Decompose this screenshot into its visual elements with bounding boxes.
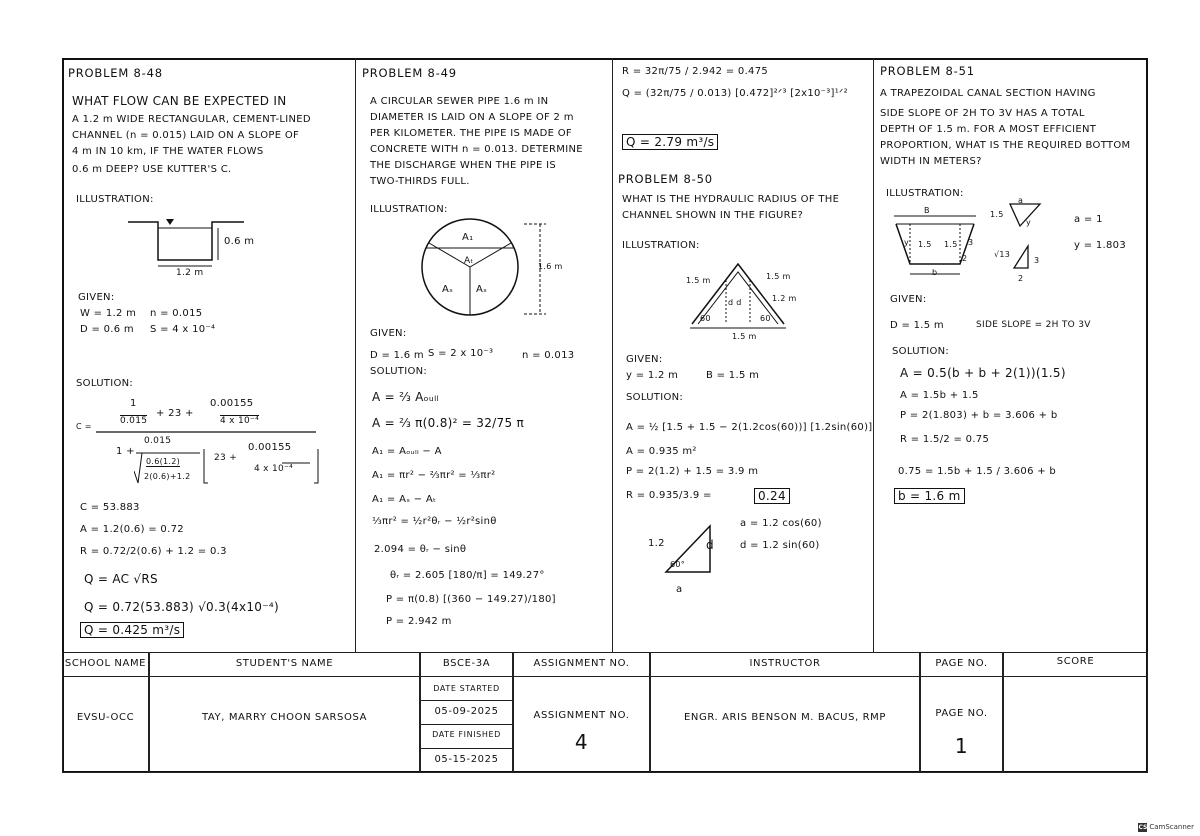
problem-8-49-title: PROBLEM 8-49 xyxy=(362,66,457,80)
length-label: 1.5 m xyxy=(766,272,791,281)
depth-label: d d xyxy=(728,298,742,307)
given-value: S = 4 x 10⁻⁴ xyxy=(150,324,216,335)
formula-text: 0.00155 xyxy=(210,398,254,409)
diameter-label: 1.6 m xyxy=(538,262,563,271)
given-label: GIVEN: xyxy=(78,292,115,303)
instructor-name: ENGR. ARIS BENSON M. BACUS, RMP xyxy=(683,712,887,723)
area-label: A₁ xyxy=(462,232,474,243)
solution-step: R = 0.72/2(0.6) + 1.2 = 0.3 xyxy=(80,546,227,557)
result-value: a = 1 xyxy=(1074,214,1103,225)
depth-label: 1.5 xyxy=(918,240,932,249)
solution-step: d = 1.2 sin(60) xyxy=(740,540,820,551)
formula-text: 0.015 xyxy=(144,436,172,446)
problem-8-50-title: PROBLEM 8-50 xyxy=(618,172,713,186)
depth-label: 0.6 m xyxy=(224,236,255,247)
bottom-width-label: b xyxy=(932,268,938,277)
given-value: D = 1.6 m xyxy=(370,350,424,361)
width-label: 1.2 m xyxy=(176,268,204,278)
problem-8-49-text: TWO-THIRDS FULL. xyxy=(370,176,470,187)
assignment-header: ASSIGNMENT NO. xyxy=(533,658,630,669)
angle-label: 60° xyxy=(670,560,686,569)
side-label: a xyxy=(1018,196,1024,205)
problem-8-51-text: SIDE SLOPE OF 2H TO 3V HAS A TOTAL xyxy=(880,108,1085,119)
solution-step: A = 0.5(b + b + 2(1))(1.5) xyxy=(900,366,1066,380)
problem-8-48-text: CHANNEL (n = 0.015) LAID ON A SLOPE OF xyxy=(72,130,300,141)
problem-8-48-title: PROBLEM 8-48 xyxy=(68,66,163,80)
given-value: S = 2 x 10⁻³ xyxy=(428,348,494,359)
solution-label: SOLUTION: xyxy=(892,346,950,357)
problem-8-48-text: 4 m IN 10 km, IF THE WATER FLOWS xyxy=(72,146,264,157)
given-value: n = 0.013 xyxy=(522,350,575,361)
illustration-label: ILLUSTRATION: xyxy=(886,188,964,199)
given-label: GIVEN: xyxy=(626,354,663,365)
solution-step: A = ⅔ π(0.8)² = 32/75 π xyxy=(372,416,525,430)
date-started: 05-09-2025 xyxy=(434,706,499,717)
solution-step: P = 2.942 m xyxy=(386,616,452,627)
solution-step: A = 0.935 m² xyxy=(626,446,697,457)
column-divider xyxy=(355,58,356,652)
formula-text: 4 x 10⁻⁴ xyxy=(254,464,293,474)
problem-8-48-text: A 1.2 m WIDE RECTANGULAR, CEMENT-LINED xyxy=(72,114,311,125)
solution-step: a = 1.2 cos(60) xyxy=(740,518,822,529)
formula-text: 4 x 10⁻⁴ xyxy=(220,416,259,426)
problem-8-49-text: CONCRETE WITH n = 0.013. DETERMINE xyxy=(370,144,583,155)
solution-step: Q = AC √RS xyxy=(84,572,158,586)
slope-label: 2 xyxy=(962,254,968,263)
top-width-label: B xyxy=(924,206,930,215)
page-number: 1 xyxy=(954,734,969,758)
solution-step: A₁ = πr² − ⅔πr² = ⅓πr² xyxy=(372,470,496,481)
problem-8-49-text: A CIRCULAR SEWER PIPE 1.6 m IN xyxy=(370,96,549,107)
length-label: 1.5 m xyxy=(686,276,711,285)
given-value: B = 1.5 m xyxy=(706,370,760,381)
result-value: y = 1.803 xyxy=(1074,240,1126,251)
scanner-watermark: CamScanner xyxy=(1149,823,1194,831)
page-label: PAGE NO. xyxy=(935,708,988,719)
given-value: W = 1.2 m xyxy=(80,308,137,319)
given-value: D = 1.5 m xyxy=(890,320,944,331)
illustration-label: ILLUSTRATION: xyxy=(370,204,448,215)
given-value: SIDE SLOPE = 2H TO 3V xyxy=(976,320,1091,330)
solution-step: P = π(0.8) [(360 − 149.27)/180] xyxy=(386,594,556,605)
formula-text: 2(0.6)+1.2 xyxy=(144,472,191,481)
area-label: Aₛ xyxy=(476,284,488,295)
angle-label: 60 xyxy=(700,314,711,323)
depth-label: 1.5 xyxy=(944,240,958,249)
formula-text: 1 xyxy=(130,398,137,409)
problem-8-51-title: PROBLEM 8-51 xyxy=(880,64,975,78)
formula-text: 0.00155 xyxy=(248,442,292,453)
answer-box: Q = 0.425 m³/s xyxy=(80,622,184,638)
side-label: √13 xyxy=(994,250,1011,259)
date-rule xyxy=(420,700,513,701)
problem-8-48-text: 0.6 m DEEP? USE KUTTER'S C. xyxy=(72,164,232,175)
date-finished-label: DATE FINISHED xyxy=(432,730,501,739)
problem-8-49-text: THE DISCHARGE WHEN THE PIPE IS xyxy=(370,160,556,171)
solution-step: 2.094 = θᵣ − sinθ xyxy=(374,544,467,555)
column-divider xyxy=(612,58,613,652)
problem-8-48-text: WHAT FLOW CAN BE EXPECTED IN xyxy=(72,94,287,108)
formula-text: 23 + xyxy=(214,453,238,463)
fraction-bar xyxy=(96,430,316,434)
base-label: 1.5 m xyxy=(732,332,757,341)
problem-8-49-text: PER KILOMETER. THE PIPE IS MADE OF xyxy=(370,128,572,139)
solution-step: C = 53.883 xyxy=(80,502,140,513)
problem-8-50-text: CHANNEL SHOWN IN THE FIGURE? xyxy=(622,210,804,221)
solution-step: Q = (32π/75 / 0.013) [0.472]²ᐟ³ [2x10⁻³]¹ᐟ² xyxy=(622,88,848,99)
solution-label: SOLUTION: xyxy=(370,366,428,377)
camscanner-logo: CS CamScanner xyxy=(1138,823,1194,831)
solution-label: SOLUTION: xyxy=(626,392,684,403)
solution-step: P = 2(1.2) + 1.5 = 3.9 m xyxy=(626,466,759,477)
footer-cell xyxy=(1003,652,1148,773)
problem-8-51-text: DEPTH OF 1.5 m. FOR A MOST EFFICIENT xyxy=(880,124,1097,135)
given-value: y = 1.2 m xyxy=(626,370,679,381)
illustration-label: ILLUSTRATION: xyxy=(76,194,154,205)
given-label: GIVEN: xyxy=(370,328,407,339)
problem-8-50-text: WHAT IS THE HYDRAULIC RADIUS OF THE xyxy=(622,194,840,205)
formula-text: 0.6(1.2) xyxy=(146,457,181,466)
solution-label: SOLUTION: xyxy=(76,378,134,389)
given-label: GIVEN: xyxy=(890,294,927,305)
solution-step: R = 32π/75 / 2.942 = 0.475 xyxy=(622,66,769,77)
side-label: 1.5 xyxy=(990,210,1004,219)
answer-box: 0.24 xyxy=(754,488,790,504)
problem-8-51-text: A TRAPEZOIDAL CANAL SECTION HAVING xyxy=(880,88,1096,99)
solution-step: A = 1.5b + 1.5 xyxy=(900,390,979,401)
school-name-header: SCHOOL NAME xyxy=(64,658,147,669)
angle-label: 60 xyxy=(760,314,771,323)
score-header: SCORE xyxy=(1056,656,1095,667)
side-label: y xyxy=(1026,218,1032,227)
side-label: 1.2 xyxy=(648,538,665,549)
solution-step: R = 1.5/2 = 0.75 xyxy=(900,434,990,445)
section-header: BSCE-3A xyxy=(442,658,491,669)
problem-8-51-text: PROPORTION, WHAT IS THE REQUIRED BOTTOM xyxy=(880,140,1131,151)
solution-step: A = ½ [1.5 + 1.5 − 2(1.2cos(60))] [1.2sin(60)] xyxy=(626,422,873,433)
length-label: 1.2 m xyxy=(772,294,797,303)
side-label: a xyxy=(676,584,683,595)
problem-8-49-text: DIAMETER IS LAID ON A SLOPE OF 2 m xyxy=(370,112,574,123)
solution-step: Q = 0.72(53.883) √0.3(4x10⁻⁴) xyxy=(84,600,279,614)
slope-triangle-diagram xyxy=(1006,196,1046,276)
answer-box: Q = 2.79 m³/s xyxy=(622,134,718,150)
depth-label: y xyxy=(904,238,910,247)
student-name: TAY, MARRY CHOON SARSOSA xyxy=(201,712,368,723)
formula-text: 0.015 xyxy=(120,416,148,426)
solution-step: A = 1.2(0.6) = 0.72 xyxy=(80,524,184,535)
side-label: 2 xyxy=(1018,274,1024,283)
given-value: n = 0.015 xyxy=(150,308,203,319)
slope-label: 3 xyxy=(968,238,974,247)
illustration-label: ILLUSTRATION: xyxy=(622,240,700,251)
date-finished: 05-15-2025 xyxy=(434,754,499,765)
assignment-number: 4 xyxy=(574,730,589,754)
student-name-header: STUDENT'S NAME xyxy=(235,658,334,669)
given-value: D = 0.6 m xyxy=(80,324,134,335)
page-header: PAGE NO. xyxy=(935,658,988,669)
column-divider xyxy=(873,58,874,652)
date-rule xyxy=(420,748,513,749)
side-label: 3 xyxy=(1034,256,1040,265)
area-label: Aₜ xyxy=(464,256,474,266)
solution-step: ⅓πr² = ½r²θᵣ − ½r²sinθ xyxy=(372,516,497,527)
solution-step: A₁ = Aₛ − Aₜ xyxy=(372,494,437,505)
solution-step: A₁ = Aₒᵤₗₗ − A xyxy=(372,446,442,457)
side-label: d xyxy=(706,538,714,552)
formula-text: + 23 + xyxy=(156,408,194,419)
answer-box: b = 1.6 m xyxy=(894,488,965,504)
problem-8-51-text: WIDTH IN METERS? xyxy=(880,156,982,167)
solution-step: R = 0.935/3.9 = xyxy=(626,490,712,501)
solution-step: P = 2(1.803) + b = 3.606 + b xyxy=(900,410,1058,421)
solution-step: A = ⅔ Aₒᵤₗₗ xyxy=(372,390,439,404)
formula-text: C = xyxy=(76,422,92,431)
solution-step: θᵣ = 2.605 [180/π] = 149.27° xyxy=(390,570,545,581)
instructor-header: INSTRUCTOR xyxy=(749,658,821,669)
formula-text: 1 + xyxy=(116,446,135,457)
date-rule xyxy=(420,724,513,725)
date-started-label: DATE STARTED xyxy=(433,684,500,693)
school-name: EVSU-OCC xyxy=(76,712,135,723)
area-label: Aₛ xyxy=(442,284,454,295)
solution-step: 0.75 = 1.5b + 1.5 / 3.606 + b xyxy=(898,466,1057,477)
assignment-label: ASSIGNMENT NO. xyxy=(533,710,630,721)
